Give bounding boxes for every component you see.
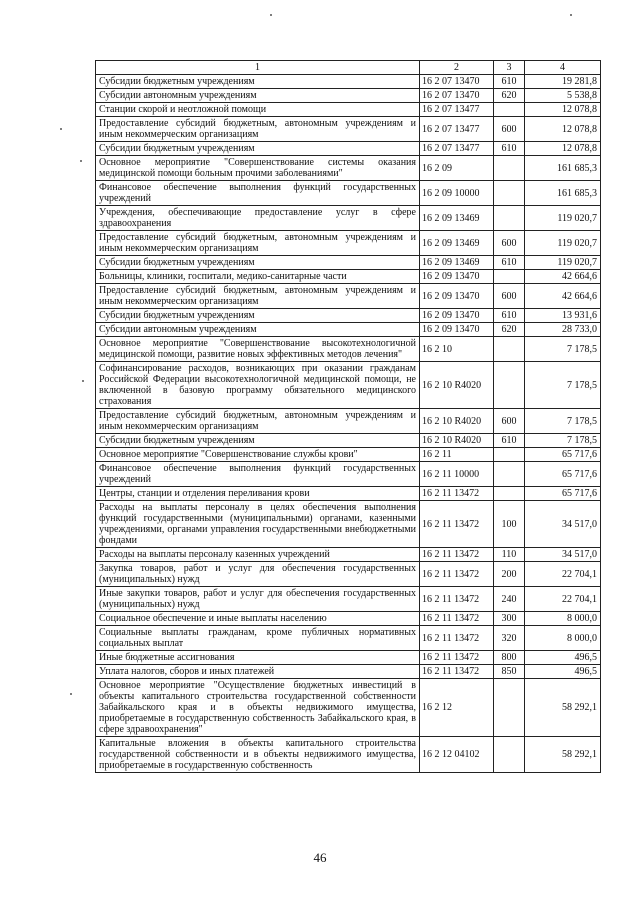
row-name-cell: Социальные выплаты гражданам, кроме публичных нормативных социальных выплат xyxy=(96,626,420,651)
table-row xyxy=(96,626,601,651)
row-name-cell: Субсидии автономным учреждениям xyxy=(96,89,420,103)
row-code-cell: 16 2 11 13472 xyxy=(420,665,494,679)
row-name-cell: Основное мероприятие "Совершенствование системы оказания медицинской помощи больным прочими заболеваниями" xyxy=(96,156,420,181)
row-vr-cell: 110 xyxy=(494,548,525,562)
table-row xyxy=(96,737,601,773)
row-name-cell: Субсидии бюджетным учреждениям xyxy=(96,434,420,448)
row-code-cell: 16 2 10 R4020 xyxy=(420,409,494,434)
row-amount-cell: 42 664,6 xyxy=(525,284,601,309)
table-row xyxy=(96,562,601,587)
row-name-cell: Субсидии автономным учреждениям xyxy=(96,323,420,337)
row-vr-cell xyxy=(494,737,525,773)
row-amount-cell: 7 178,5 xyxy=(525,362,601,409)
row-vr-cell: 610 xyxy=(494,75,525,89)
row-vr-cell xyxy=(494,462,525,487)
header-row xyxy=(96,61,601,75)
row-code-cell: 16 2 09 13469 xyxy=(420,231,494,256)
row-vr-cell: 610 xyxy=(494,309,525,323)
row-vr-cell: 620 xyxy=(494,89,525,103)
header-cell-4: 4 xyxy=(525,61,601,75)
row-amount-cell: 65 717,6 xyxy=(525,462,601,487)
row-name-cell: Основное мероприятие "Совершенствование высокотехнологичной медицинской помощи, развитие новых эффективных методов лечения" xyxy=(96,337,420,362)
row-code-cell: 16 2 10 R4020 xyxy=(420,362,494,409)
row-amount-cell: 7 178,5 xyxy=(525,337,601,362)
row-amount-cell: 8 000,0 xyxy=(525,626,601,651)
row-vr-cell: 320 xyxy=(494,626,525,651)
row-code-cell: 16 2 09 13469 xyxy=(420,256,494,270)
row-amount-cell: 12 078,8 xyxy=(525,103,601,117)
table-row xyxy=(96,501,601,548)
table-row xyxy=(96,409,601,434)
row-code-cell: 16 2 11 13472 xyxy=(420,651,494,665)
table-row xyxy=(96,651,601,665)
row-vr-cell xyxy=(494,362,525,409)
budget-table xyxy=(95,60,601,773)
row-amount-cell: 119 020,7 xyxy=(525,231,601,256)
row-vr-cell: 600 xyxy=(494,284,525,309)
table-row xyxy=(96,103,601,117)
table-row xyxy=(96,256,601,270)
row-amount-cell: 58 292,1 xyxy=(525,737,601,773)
row-amount-cell: 58 292,1 xyxy=(525,679,601,737)
row-vr-cell xyxy=(494,181,525,206)
row-vr-cell xyxy=(494,679,525,737)
row-amount-cell: 7 178,5 xyxy=(525,409,601,434)
row-name-cell: Основное мероприятие "Совершенствование службы крови" xyxy=(96,448,420,462)
row-name-cell: Софинансирование расходов, возникающих при оказании гражданам Российской Федерации высокотехнологичной медицинской помощи, не включенной в базовую программу обязательного медицинского страхования xyxy=(96,362,420,409)
table-row xyxy=(96,587,601,612)
row-amount-cell: 28 733,0 xyxy=(525,323,601,337)
row-name-cell: Финансовое обеспечение выполнения функций государственных учреждений xyxy=(96,462,420,487)
row-vr-cell: 610 xyxy=(494,434,525,448)
row-code-cell: 16 2 07 13477 xyxy=(420,142,494,156)
row-code-cell: 16 2 10 xyxy=(420,337,494,362)
table-row xyxy=(96,284,601,309)
row-vr-cell: 610 xyxy=(494,256,525,270)
table-row xyxy=(96,156,601,181)
header-cell-1: 1 xyxy=(96,61,420,75)
row-code-cell: 16 2 09 13470 xyxy=(420,270,494,284)
table-row xyxy=(96,448,601,462)
row-code-cell: 16 2 11 10000 xyxy=(420,462,494,487)
row-name-cell: Учреждения, обеспечивающие предоставление услуг в сфере здравоохранения xyxy=(96,206,420,231)
row-vr-cell xyxy=(494,487,525,501)
row-name-cell: Предоставление субсидий бюджетным, автономным учреждениям и иным некоммерческим организациям xyxy=(96,409,420,434)
row-code-cell: 16 2 11 13472 xyxy=(420,587,494,612)
row-amount-cell: 8 000,0 xyxy=(525,612,601,626)
scan-speck xyxy=(570,14,572,16)
row-name-cell: Капитальные вложения в объекты капитального строительства государственной собственности и в объекты недвижимого имущества, приобретаемые в государственную собственность xyxy=(96,737,420,773)
row-amount-cell: 65 717,6 xyxy=(525,487,601,501)
table-row xyxy=(96,679,601,737)
table-row xyxy=(96,117,601,142)
table-row xyxy=(96,75,601,89)
row-code-cell: 16 2 07 13470 xyxy=(420,75,494,89)
row-code-cell: 16 2 12 04102 xyxy=(420,737,494,773)
row-amount-cell: 496,5 xyxy=(525,651,601,665)
row-amount-cell: 12 078,8 xyxy=(525,117,601,142)
row-code-cell: 16 2 11 13472 xyxy=(420,548,494,562)
row-amount-cell: 13 931,6 xyxy=(525,309,601,323)
row-amount-cell: 12 078,8 xyxy=(525,142,601,156)
table-row xyxy=(96,548,601,562)
row-code-cell: 16 2 09 13470 xyxy=(420,309,494,323)
scan-speck xyxy=(80,160,82,162)
table-row xyxy=(96,337,601,362)
row-vr-cell: 620 xyxy=(494,323,525,337)
row-name-cell: Предоставление субсидий бюджетным, автономным учреждениям и иным некоммерческим организациям xyxy=(96,284,420,309)
row-amount-cell: 119 020,7 xyxy=(525,206,601,231)
row-code-cell: 16 2 09 13470 xyxy=(420,323,494,337)
row-amount-cell: 19 281,8 xyxy=(525,75,601,89)
row-name-cell: Субсидии бюджетным учреждениям xyxy=(96,142,420,156)
row-vr-cell: 200 xyxy=(494,562,525,587)
row-name-cell: Станции скорой и неотложной помощи xyxy=(96,103,420,117)
row-name-cell: Социальное обеспечение и иные выплаты населению xyxy=(96,612,420,626)
row-vr-cell: 100 xyxy=(494,501,525,548)
table-row xyxy=(96,462,601,487)
table-row xyxy=(96,487,601,501)
row-code-cell: 16 2 09 13469 xyxy=(420,206,494,231)
table-row xyxy=(96,362,601,409)
table-row xyxy=(96,309,601,323)
row-amount-cell: 119 020,7 xyxy=(525,256,601,270)
row-code-cell: 16 2 07 13477 xyxy=(420,103,494,117)
header-cell-3: 3 xyxy=(494,61,525,75)
row-code-cell: 16 2 07 13477 xyxy=(420,117,494,142)
row-vr-cell: 800 xyxy=(494,651,525,665)
row-name-cell: Расходы на выплаты персоналу казенных учреждений xyxy=(96,548,420,562)
scan-speck xyxy=(82,380,84,382)
row-name-cell: Предоставление субсидий бюджетным, автономным учреждениям и иным некоммерческим организациям xyxy=(96,117,420,142)
row-name-cell: Иные бюджетные ассигнования xyxy=(96,651,420,665)
row-name-cell: Основное мероприятие "Осуществление бюджетных инвестиций в объекты капитального строительства государственной собственности Забайкальского края и в объекты недвижимого имущества, приобретаемые в государственную собственность Забайкальского края, в сфере здравоохранения" xyxy=(96,679,420,737)
row-name-cell: Центры, станции и отделения переливания крови xyxy=(96,487,420,501)
page-number: 46 xyxy=(313,850,327,865)
row-name-cell: Субсидии бюджетным учреждениям xyxy=(96,309,420,323)
scan-speck xyxy=(60,128,62,130)
row-vr-cell xyxy=(494,270,525,284)
row-code-cell: 16 2 11 13472 xyxy=(420,562,494,587)
row-name-cell: Закупка товаров, работ и услуг для обеспечения государственных (муниципальных) нужд xyxy=(96,562,420,587)
row-code-cell: 16 2 11 13472 xyxy=(420,487,494,501)
row-name-cell: Субсидии бюджетным учреждениям xyxy=(96,256,420,270)
row-vr-cell: 600 xyxy=(494,409,525,434)
row-amount-cell: 34 517,0 xyxy=(525,501,601,548)
row-amount-cell: 5 538,8 xyxy=(525,89,601,103)
table-row xyxy=(96,206,601,231)
row-vr-cell: 300 xyxy=(494,612,525,626)
row-amount-cell: 22 704,1 xyxy=(525,587,601,612)
table-row xyxy=(96,231,601,256)
row-vr-cell xyxy=(494,156,525,181)
row-vr-cell xyxy=(494,448,525,462)
row-amount-cell: 496,5 xyxy=(525,665,601,679)
row-code-cell: 16 2 09 xyxy=(420,156,494,181)
row-amount-cell: 42 664,6 xyxy=(525,270,601,284)
row-code-cell: 16 2 11 13472 xyxy=(420,626,494,651)
row-amount-cell: 7 178,5 xyxy=(525,434,601,448)
row-code-cell: 16 2 12 xyxy=(420,679,494,737)
row-name-cell: Больницы, клиники, госпитали, медико-санитарные части xyxy=(96,270,420,284)
row-vr-cell: 600 xyxy=(494,231,525,256)
row-code-cell: 16 2 11 13472 xyxy=(420,501,494,548)
row-vr-cell: 240 xyxy=(494,587,525,612)
row-name-cell: Предоставление субсидий бюджетным, автономным учреждениям и иным некоммерческим организациям xyxy=(96,231,420,256)
table-row xyxy=(96,89,601,103)
row-amount-cell: 34 517,0 xyxy=(525,548,601,562)
row-name-cell: Субсидии бюджетным учреждениям xyxy=(96,75,420,89)
row-code-cell: 16 2 07 13470 xyxy=(420,89,494,103)
table-row xyxy=(96,323,601,337)
table-row xyxy=(96,142,601,156)
row-name-cell: Финансовое обеспечение выполнения функций государственных учреждений xyxy=(96,181,420,206)
row-vr-cell: 610 xyxy=(494,142,525,156)
table-row xyxy=(96,181,601,206)
table-row xyxy=(96,665,601,679)
scan-speck xyxy=(270,14,272,16)
row-code-cell: 16 2 10 R4020 xyxy=(420,434,494,448)
row-amount-cell: 161 685,3 xyxy=(525,156,601,181)
budget-table-container xyxy=(95,60,600,773)
row-name-cell: Уплата налогов, сборов и иных платежей xyxy=(96,665,420,679)
row-code-cell: 16 2 09 10000 xyxy=(420,181,494,206)
row-vr-cell: 600 xyxy=(494,117,525,142)
budget-table-body xyxy=(96,61,601,773)
row-vr-cell xyxy=(494,337,525,362)
row-name-cell: Расходы на выплаты персоналу в целях обеспечения выполнения функций государственными (муниципальными) органами, казенными учреждениями, органами управления государственными внебюджетными фондами xyxy=(96,501,420,548)
row-name-cell: Иные закупки товаров, работ и услуг для обеспечения государственных (муниципальных) нужд xyxy=(96,587,420,612)
row-amount-cell: 161 685,3 xyxy=(525,181,601,206)
row-amount-cell: 65 717,6 xyxy=(525,448,601,462)
row-vr-cell xyxy=(494,206,525,231)
row-vr-cell: 850 xyxy=(494,665,525,679)
row-code-cell: 16 2 11 xyxy=(420,448,494,462)
table-row xyxy=(96,270,601,284)
header-cell-2: 2 xyxy=(420,61,494,75)
scan-speck xyxy=(70,693,72,695)
table-row xyxy=(96,612,601,626)
row-code-cell: 16 2 09 13470 xyxy=(420,284,494,309)
row-code-cell: 16 2 11 13472 xyxy=(420,612,494,626)
row-vr-cell xyxy=(494,103,525,117)
table-row xyxy=(96,434,601,448)
row-amount-cell: 22 704,1 xyxy=(525,562,601,587)
